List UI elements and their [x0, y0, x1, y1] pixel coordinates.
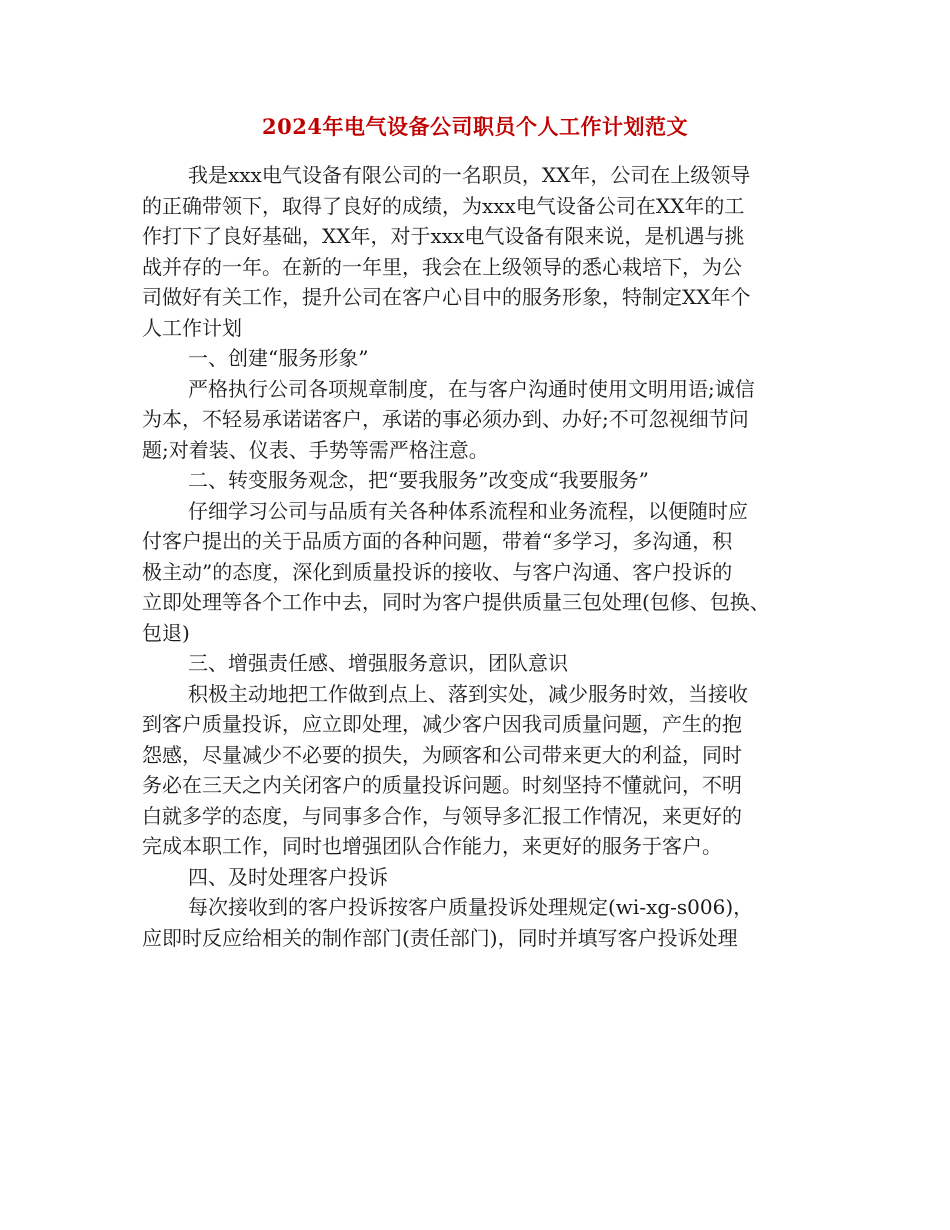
body-line: 一、创建“服务形象” [188, 346, 369, 370]
body-line: 三、增强责任感、增强服务意识，团队意识 [188, 651, 568, 675]
body-line: 务必在三天之内关闭客户的质量投诉问题。时刻坚持不懂就问，不明 [142, 773, 742, 797]
body-line: 白就多学的态度，与同事多合作，与领导多汇报工作情况，来更好的 [142, 803, 742, 828]
body-line: 包退) [142, 620, 190, 645]
body-line: 二、转变服务观念，把“要我服务”改变成“我要服务” [188, 468, 649, 492]
body-line: 战并存的一年。在新的一年里，我会在上级领导的悉心栽培下，为公 [142, 254, 742, 279]
body-line: 四、及时处理客户投诉 [188, 864, 388, 889]
body-line: 积极主动地把工作做到点上、落到实处，减少服务时效，当接收 [188, 681, 748, 706]
document-body [142, 160, 842, 953]
body-line: 作打下了良好基础，XX年，对于xxx电气设备有限来说，是机遇与挑 [142, 224, 745, 248]
body-line: 为本，不轻易承诺诺客户，承诺的事必须办到、办好;不可忽视细节问 [142, 407, 749, 431]
body-line: 立即处理等各个工作中去，同时为客户提供质量三包处理(包修、包换、 [142, 590, 770, 614]
body-line: 每次接收到的客户投诉按客户质量投诉处理规定(wi-xg-s006)， [188, 895, 754, 919]
body-line: 人工作计划 [142, 315, 242, 340]
body-line: 完成本职工作，同时也增强团队合作能力，来更好的服务于客户。 [142, 834, 722, 858]
body-line: 的正确带领下，取得了良好的成绩，为xxx电气设备公司在XX年的工 [142, 193, 745, 218]
body-line: 怨感，尽量减少不必要的损失，为顾客和公司带来更大的利益，同时 [142, 742, 742, 767]
body-line: 付客户提出的关于品质方面的各种问题，带着“多学习，多沟通，积 [142, 529, 733, 553]
body-line: 司做好有关工作，提升公司在客户心目中的服务形象，特制定XX年个 [142, 285, 751, 309]
body-line: 到客户质量投诉，应立即处理，减少客户因我司质量问题，产生的抱 [142, 712, 742, 736]
body-line: 我是xxx电气设备有限公司的一名职员，XX年，公司在上级领导 [188, 163, 751, 187]
body-line: 极主动”的态度，深化到质量投诉的接收、与客户沟通、客户投诉的 [142, 559, 733, 584]
body-line: 题;对着装、仪表、手势等需严格注意。 [142, 437, 489, 462]
body-line: 仔细学习公司与品质有关各种体系流程和业务流程，以便随时应 [188, 498, 748, 523]
document-title: 2024年电气设备公司职员个人工作计划范文 [262, 114, 688, 139]
body-line: 应即时反应给相关的制作部门(责任部门)，同时并填写客户投诉处理 [142, 925, 738, 950]
body-line: 严格执行公司各项规章制度，在与客户沟通时使用文明用语;诚信 [188, 376, 755, 401]
